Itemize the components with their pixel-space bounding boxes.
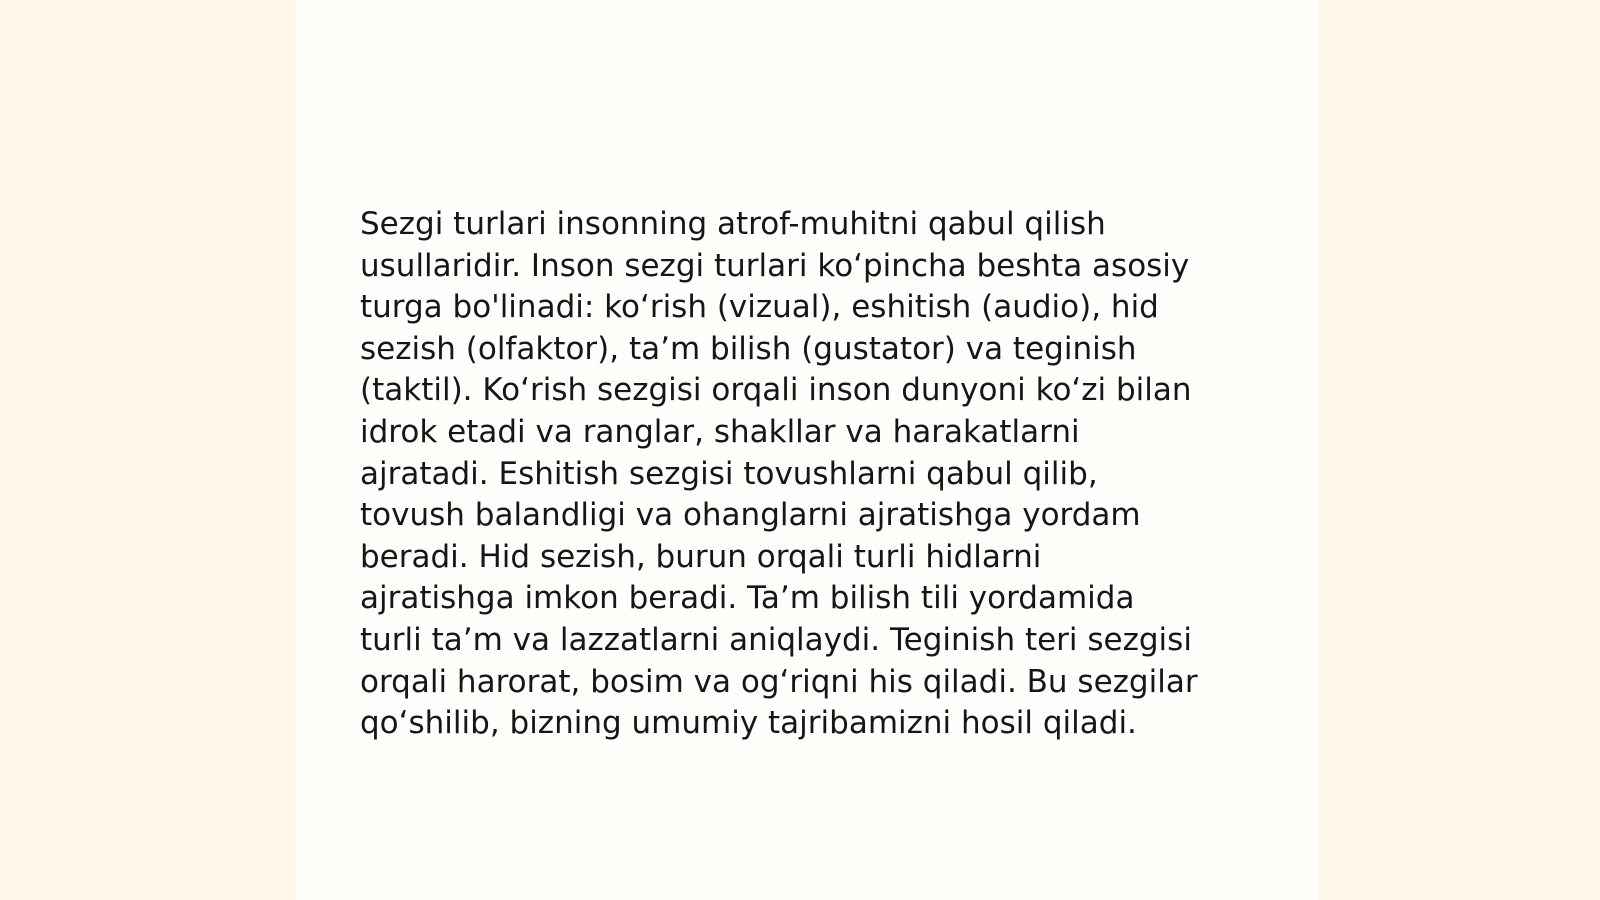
text-line: usullaridir. Inson sezgi turlari koʻpincha beshta asosiy: [360, 247, 1190, 284]
text-line: sezish (olfaktor), ta’m bilish (gustator) va teginish: [360, 330, 1137, 367]
text-line: (taktil). Koʻrish sezgisi orqali inson dunyoni koʻzi bilan: [360, 372, 1192, 409]
text-line: orqali harorat, bosim va ogʻriqni his qiladi. Bu sezgilar: [360, 663, 1198, 700]
text-line: ajratishga imkon beradi. Ta’m bilish tili yordamida: [360, 580, 1135, 617]
text-line: Sezgi turlari insonning atrof-muhitni qabul qilish: [360, 206, 1106, 242]
text-line: tovush balandligi va ohanglarni ajratishga yordam: [360, 497, 1141, 534]
text-line: turga bo'linadi: koʻrish (vizual), eshitish (audio), hid: [360, 289, 1159, 326]
text-line: turli ta’m va lazzatlarni aniqlaydi. Teginish teri sezgisi: [360, 621, 1192, 658]
document-page: [296, 0, 1318, 900]
body-paragraph: [360, 204, 1240, 745]
text-line: ajratadi. Eshitish sezgisi tovushlarni qabul qilib,: [360, 455, 1098, 492]
text-line: beradi. Hid sezish, burun orqali turli hidlarni: [360, 538, 1042, 575]
text-line: qoʻshilib, bizning umumiy tajribamizni hosil qiladi.: [360, 705, 1137, 742]
text-line: idrok etadi va ranglar, shakllar va harakatlarni: [360, 413, 1080, 450]
